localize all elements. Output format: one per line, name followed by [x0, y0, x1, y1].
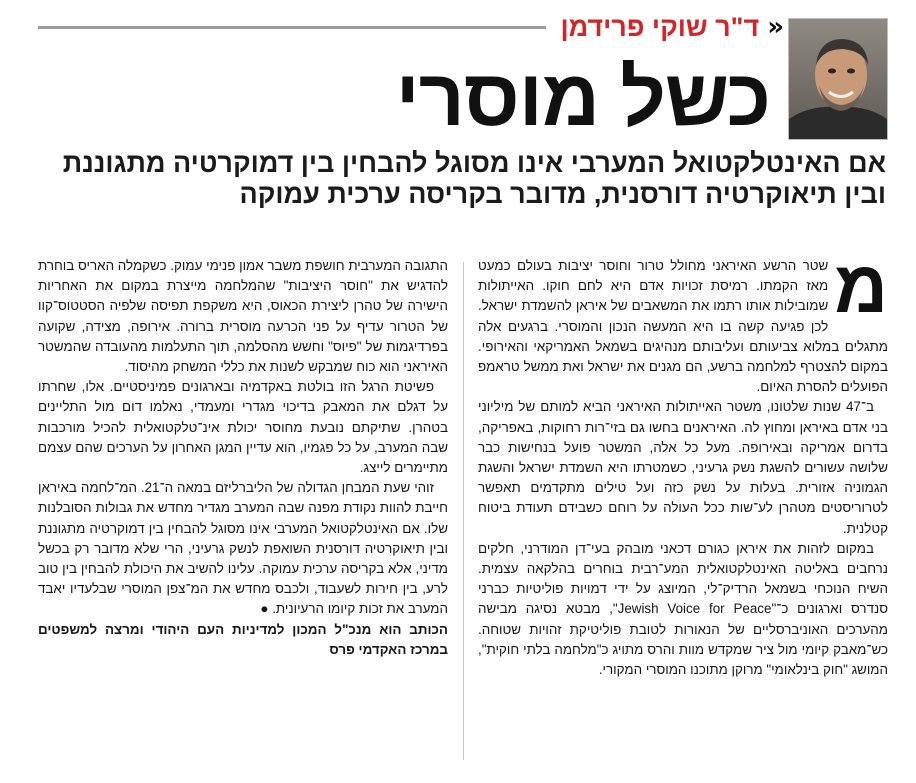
paragraph: במקום לזהות את איראן כגורם דכאני מובהק בעי־דן המודרני, חלקים נרחבים באליטה האינטלקטואלית המע־רבית בוחרים בהלקאה עצמית. השיח הנוכחי בשמאל הרדיק־לי, המיוצג על ידי דמויות פוליטיות כברני סנדרס וארגונים כ־"Jewish Voice for Peace", מבטא נסיגה מבישה מהערכים האוניברסליים של הנאורות לטובת פוליטיקת זהויות שטוחה. כש־מאבק קיומי מול ציר שמקדש מוות והרס מתויג כ"מלחמה בלתי חוקית", המושג "חוק בינלאומי" מרוקן מתוכנו המוסרי המקורי. — [478, 540, 888, 678]
paragraph: פשיטת הרגל הזו בולטת באקדמיה ובארגונים פמיניסטיים. אלו, שחרתו על דגלם את המאבק בדיכוי מגדרי ומעמדי, נאלמו דום מול התליינים בטהרן. שתיקתם נובעת מחוסר יכולת אינ־טלקטואלית להכיל מורכבות שבה המערב, על כל פגמיו, הוא עדיין המגן האחרון על הערכים שהם עצמם מתיימרים לייצג. — [38, 379, 448, 476]
paragraph — [38, 478, 448, 619]
article-subhead: אם האינטלקטואל המערבי אינו מסוגל להבחין בין דמוקרטיה מתגוננת ובין תיאוקרטיה דורסנית, מדובר בקריסה ערכית עמוקה — [62, 148, 886, 209]
column-divider — [463, 262, 464, 760]
author-portrait-image — [789, 19, 887, 139]
article-column-left — [38, 256, 448, 768]
end-mark-icon: ● — [260, 601, 269, 617]
paragraph: ב־47 שנות שלטונו, משטר האייתולות האיראני הביא למותם של מיליוני בני אדם באיראן ומחוץ לה. האיראנים בחשו גם בזי־רות רחוקות, באפריקה, בדרום אמריקה ובאירופה. מעל כל אלה, המשטר פועל בנחישות כבר שלושה עשורים להשגת נשק גרעיני, כשמטרתו היא השמדת ישראל והשגת הגמוניה אזורית. בעלות על נשק כזה ועל טילים מתקדמים תאפשר לטרוריסטים מטהרן לע־שות ככל העולה על רוחם כשבידם תעודת ביטוח קטלנית. — [478, 399, 888, 536]
author-photo — [788, 18, 888, 140]
article-column-right — [478, 256, 888, 768]
drop-cap: מ — [834, 256, 888, 328]
author-name: ד"ר שוקי פרידמן — [560, 11, 760, 42]
paragraph: התגובה המערבית חושפת משבר אמון פנימי עמוק. כשקמלה האריס בוחרת להדגיש את "חוסר היציבות" שהמלחמה מייצרת במקום את האחריות הישירה של טהרן ליצירת הכאוס, היא משקפת תפיסה שלפיה הסטטוס־קוו של הטרור עדיף על פני הכרעה מוסרית ברורה. אירופה, מצידה, שקועה בפרדיגמות של "פיוס" וחשש מהסלמה, תוך התעלמות מהעובדה שהמשטר האיראני הוא כוח שמבקש לשנות את כללי המשחק מהיסוד. — [38, 258, 448, 375]
author-bio: הכותב הוא מנכ"ל המכון למדיניות העם היהודי ומרצה למשפטים במרכז האקדמי פרס — [38, 621, 448, 657]
byline-row — [38, 12, 778, 42]
paragraph-text: זוהי שעת המבחן הגדולה של הליברליזם במאה ה־21. המ־לחמה באיראן חייבת להוות נקודת מפנה שבה המערב מגדיר מחדש את גבולות הסובלנות שלו. אם האינטלקטואל המערבי אינו מסוגל להבחין בין דמוקרטיה מתגוננת ובין תיאוקרטיה דורסנית השואפת לנשק גרעיני, הרי שלא מדובר רק בכשל מדיני, אלא בקריסה ערכית עמוקה. עלינו להשיב את היכולת להבחין בין טוב לרע, בין חירות לשעבוד, ולכבס מחדש את המ־צפן המוסרי שבלעדיו יאבד המערב את זכות קיומו הרעיונית. — [38, 480, 448, 617]
double-chevron-icon: « — [767, 12, 778, 42]
byline-divider — [38, 26, 546, 29]
paragraph: שטר הרשע האיראני מחולל טרור וחוסר יציבות בעולם כמעט מאז הקמתו. רמיסת זכויות אדם היא לחם חוקו. האייתולות שמובילות אותו רתמו את המשאבים של איראן להשמדת ישראל. לכן פגיעה קשה בו היא המעשה הנכון והמוסרי. ברגעים אלה מתגלים במלוא צביעותם ועליבותם מנהיגים בשמאל האמריקאי והאירופי. במקום להצטרף למלחמה ברשע, הם מגנים את ישראל ואת ממשל טראמפ הפועלים להסרת האיום. — [478, 258, 888, 395]
article-headline: כשל מוסרי — [395, 53, 770, 142]
